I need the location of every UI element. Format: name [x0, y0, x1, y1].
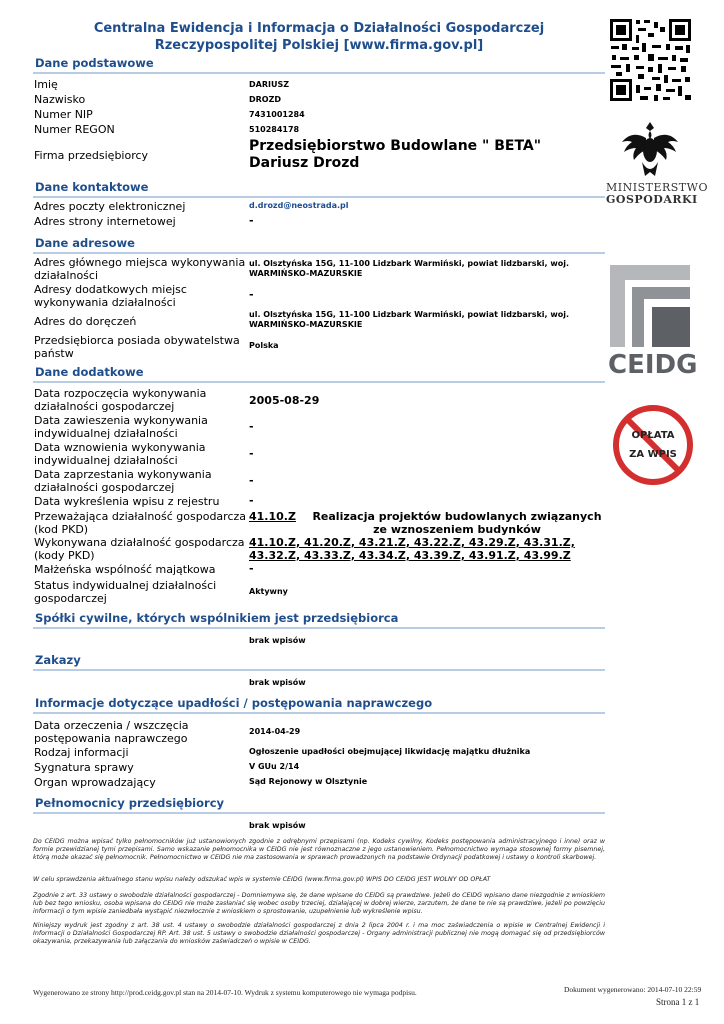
organ-value: Sąd Rejonowy w Olsztynie	[249, 777, 368, 786]
page-number: Strona 1 z 1	[656, 997, 700, 1007]
section-contact: Dane kontaktowe	[33, 178, 605, 198]
section-basic: Dane podstawowe	[33, 54, 605, 74]
no-fee-stamp-icon	[612, 404, 694, 486]
company-value: Przedsiębiorstwo Budowlane " BETA" Dariusz Drozd	[249, 138, 542, 171]
bankruptcy-date-label: Data orzeczenia / wszczęcia postępowania naprawczego	[34, 719, 189, 745]
section-bans: Zakazy	[33, 651, 605, 671]
no-fee-stamp-line2: ZA WPIS	[629, 449, 677, 460]
delete-date-value: -	[249, 494, 254, 507]
proxies-value: brak wpisów	[249, 821, 306, 830]
info-type-value: Ogłoszenie upadłości obejmującej likwidację majątku dłużnika	[249, 747, 531, 756]
suspend-date-label: Data zawieszenia wykonywania indywidualnej działalności	[34, 414, 208, 440]
note-proxies: Do CEIDG można wpisać tylko pełnomocników już ustanowionych zgodnie z odrębnymi przepisami (np. Kodeks cywilny, Kodeks postępowania administracyjnego i inne) oraz w formie przewidzianej tymi przepisami. Samo wskazanie pełnomocnika w CEIDG nie jest równoznaczne z jego ustanowieniem. Pełnomocnictwo wymaga stosownej formy pisemnej, którą może okazać się pełnomocnik. Pełnomocnictwo w CEIDG nie ma zastosowania w sprawach prowadzonych na podstawie Ordynacji podatkowej i ustawy o kontroli skarbowej.	[33, 838, 605, 861]
main-pkd-code-link[interactable]: 41.10.Z	[249, 510, 296, 523]
partnerships-value: brak wpisów	[249, 636, 306, 645]
footer-timestamp: Dokument wygenerowano: 2014-07-10 22:59	[564, 985, 702, 994]
last-name-value: DROZD	[249, 95, 282, 104]
start-date-label: Data rozpoczęcia wykonywania działalności gospodarczej	[34, 387, 207, 413]
www-value: -	[249, 214, 254, 227]
header-line1: Centralna Ewidencja i Informacja o Działalności Gospodarczej	[93, 21, 545, 36]
main-pkd-label: Przeważająca działalność gospodarcza (kod PKD)	[34, 510, 247, 536]
no-fee-stamp-line1: OPŁATA	[631, 430, 675, 441]
main-address-label: Adres głównego miejsca wykonywania działalności	[34, 256, 246, 282]
regon-label: Numer REGON	[34, 123, 115, 136]
email-label: Adres poczty elektronicznej	[34, 200, 186, 213]
info-type-label: Rodzaj informacji	[34, 746, 129, 759]
nip-label: Numer NIP	[34, 108, 93, 121]
start-date-value: 2005-08-29	[249, 394, 320, 407]
section-address: Dane adresowe	[33, 234, 605, 254]
polish-eagle-emblem-icon	[620, 118, 680, 180]
first-name-label: Imię	[34, 78, 58, 91]
delivery-address-value: ul. Olsztyńska 15G, 11-100 Lidzbark Warmiński, powiat lidzbarski, woj. WARMIŃSKO-MAZURSKIE	[249, 310, 570, 329]
ministry-name-line2: GOSPODARKI	[606, 193, 698, 206]
pkd-list-line1[interactable]: 41.10.Z, 41.20.Z, 43.21.Z, 43.22.Z, 43.29.Z, 43.31.Z,	[249, 536, 575, 549]
organ-label: Organ wprowadzający	[34, 776, 156, 789]
last-name-label: Nazwisko	[34, 93, 86, 106]
bankruptcy-date-value: 2014-04-29	[249, 727, 301, 736]
case-signature-value: V GUu 2/14	[249, 762, 300, 771]
case-signature-label: Sygnatura sprawy	[34, 761, 134, 774]
ceidg-logo-text: CEIDG	[608, 350, 698, 380]
section-partnerships: Spółki cywilne, których wspólnikiem jest przedsiębiorca	[33, 609, 605, 629]
delivery-address-label: Adres do doręczeń	[34, 315, 137, 328]
main-address-value: ul. Olsztyńska 15G, 11-100 Lidzbark Warmiński, powiat lidzbarski, woj. WARMIŃSKO-MAZURSKIE	[249, 259, 570, 278]
stop-date-label: Data zaprzestania wykonywania działalności gospodarczej	[34, 468, 212, 494]
company-label: Firma przedsiębiorcy	[34, 149, 149, 162]
regon-value: 510284178	[249, 125, 300, 134]
footer-generated: Wygenerowano ze strony http://prod.ceidg.gov.pl stan na 2014-07-10. Wydruk z systemu komputerowego nie wymaga podpisu.	[33, 988, 417, 997]
resume-date-label: Data wznowienia wykonywania indywidualnej działalności	[34, 441, 206, 467]
marital-value: -	[249, 562, 254, 575]
first-name-value: DARIUSZ	[249, 80, 290, 89]
resume-date-value: -	[249, 447, 254, 460]
nip-value: 7431001284	[249, 110, 305, 119]
main-pkd-description: Realizacja projektów budowlanych związanych ze wznoszeniem budynków	[312, 510, 602, 536]
qr-code-icon	[608, 17, 693, 103]
suspend-date-value: -	[249, 420, 254, 433]
ministry-name-line1: MINISTERSTWO	[606, 181, 708, 194]
delete-date-label: Data wykreślenia wpisu z rejestru	[34, 495, 220, 508]
extra-address-value: -	[249, 288, 254, 301]
stop-date-value: -	[249, 474, 254, 487]
header-line2: Rzeczypospolitej Polskiej [www.firma.gov.pl]	[154, 38, 484, 53]
email-value[interactable]: d.drozd@neostrada.pl	[249, 201, 349, 210]
citizenship-label: Przedsiębiorca posiada obywatelstwa państw	[34, 334, 240, 360]
bans-value: brak wpisów	[249, 678, 306, 687]
status-label: Status indywidualnej działalności gospodarczej	[34, 579, 217, 605]
extra-address-label: Adresy dodatkowych miejsc wykonywania działalności	[34, 283, 187, 309]
status-value: Aktywny	[249, 587, 288, 596]
note-art38: Niniejszy wydruk jest zgodny z art. 38 ust. 4 ustawy o swobodzie działalności gospodarczej z dnia 2 lipca 2004 r. i ma moc zaświadczenia o wpisie w Centralnej Ewidencji i Informacji o Działalności Gospodarczej RP. Art. 38 ust. 5 ustawy o swobodzie działalności gospodarczej - Organy administracji publicznej nie mogą domagać się od przedsiębiorców okazywania, przekazywania lub załączania do wniosków zaświadczeń o wpisie w CEIDG.	[33, 922, 605, 945]
pkd-list-label: Wykonywana działalność gospodarcza (kody PKD)	[34, 536, 245, 562]
section-proxies: Pełnomocnicy przedsiębiorcy	[33, 794, 605, 814]
note-verify: W celu sprawdzenia aktualnego stanu wpisu należy odszukać wpis w systemie CEIDG (www.firma.gov.pl) WPIS DO CEIDG JEST WOLNY OD OPŁAT	[33, 876, 491, 883]
marital-label: Małżeńska wspólność majątkowa	[34, 563, 216, 576]
ceidg-logo-icon	[610, 265, 690, 347]
section-bankruptcy: Informacje dotyczące upadłości / postępowania naprawczego	[33, 694, 605, 714]
pkd-list-line2[interactable]: 43.32.Z, 43.33.Z, 43.34.Z, 43.39.Z, 43.91.Z, 43.99.Z	[249, 549, 571, 562]
note-art33: Zgodnie z art. 33 ustawy o swobodzie działalności gospodarczej - Domniemywa się, że dane wpisane do CEIDG są prawdziwe. Jeżeli do CEIDG wpisano dane niezgodnie z wnioskiem lub bez tego wniosku, osoba wpisana do CEIDG nie może zasłaniać się wobec osoby trzeciej, działającej w dobrej wierze, zarzutem, że dane te nie są prawdziwe, jeżeli po powzięciu informacji o tym wpisie zaniedbała wystąpić niezwłocznie z wnioskiem o sprostowanie, uzupełnienie lub wykreślenie wpisu.	[33, 892, 605, 915]
document-header	[33, 20, 605, 54]
section-additional: Dane dodatkowe	[33, 363, 605, 383]
www-label: Adres strony internetowej	[34, 215, 176, 228]
citizenship-value: Polska	[249, 341, 279, 350]
